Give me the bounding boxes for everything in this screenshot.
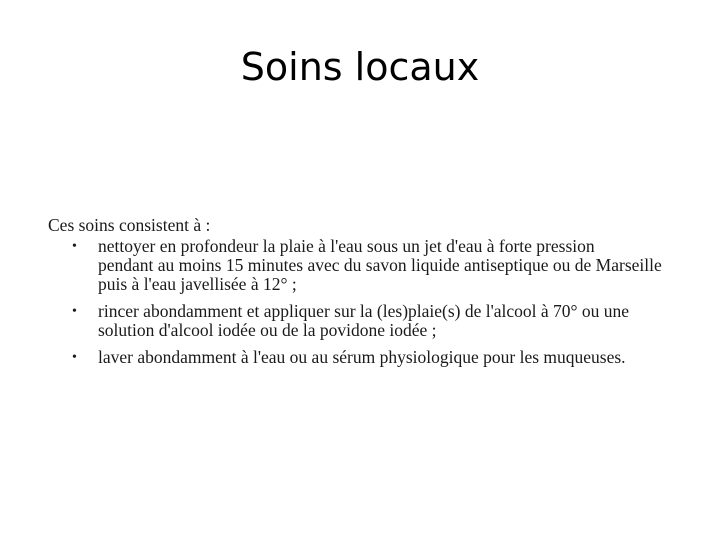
list-item <box>48 302 680 340</box>
scanned-text-block <box>48 216 680 375</box>
list-item <box>48 348 680 367</box>
intro-text: Ces soins consistent à : <box>48 215 211 235</box>
list-item-line: puis à l'eau javellisée à 12° ; <box>98 274 297 294</box>
bullet-icon: • <box>72 239 77 254</box>
slide-title: Soins locaux <box>240 45 480 89</box>
list-item-line: pendant au moins 15 minutes avec du savon liquide antiseptique ou de Marseille <box>98 255 662 275</box>
bullet-icon: • <box>72 350 77 365</box>
list-item-line: solution d'alcool iodée ou de la povidone iodée ; <box>98 320 437 340</box>
list-item-line: nettoyer en profondeur la plaie à l'eau sous un jet d'eau à forte pression <box>98 236 595 256</box>
list-item <box>48 237 680 294</box>
list-item-line: laver abondamment à l'eau ou au sérum physiologique pour les muqueuses. <box>98 347 626 367</box>
bullet-list <box>48 237 680 367</box>
list-item-line: rincer abondamment et appliquer sur la (les)plaie(s) de l'alcool à 70° ou une <box>98 301 630 321</box>
bullet-icon: • <box>72 304 77 319</box>
